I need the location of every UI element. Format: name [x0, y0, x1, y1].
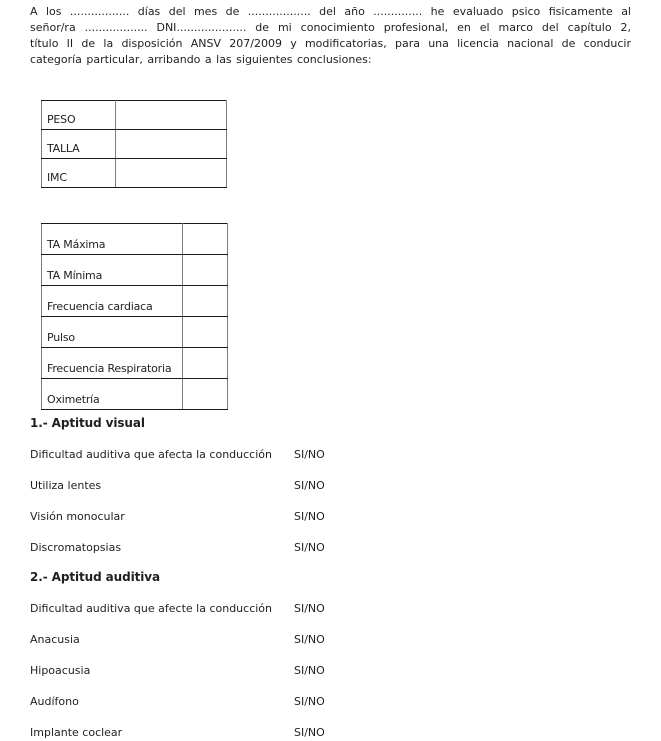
- intro-paragraph-line: A los ................. días del mes de .................. del año .............. he evaluado psico fisicamente al: [30, 5, 631, 18]
- aptitude-item-label: Implante coclear: [30, 726, 123, 739]
- anthropometry-table: [41, 100, 227, 188]
- aptitude-item-label: Audífono: [30, 695, 79, 708]
- measurement-value-cell[interactable]: [116, 130, 227, 159]
- aptitude-item-label: Dificultad auditiva que afecte la conducción: [30, 602, 273, 615]
- aptitude-item-value: SI/NO: [294, 479, 325, 492]
- intro-paragraph: [30, 4, 631, 68]
- vital-value-cell[interactable]: [183, 348, 228, 379]
- table-row: [42, 317, 228, 348]
- intro-paragraph-line: categoría particular, arribando a las siguientes conclusiones:: [30, 53, 372, 66]
- aptitude-item-value: SI/NO: [294, 602, 325, 615]
- aptitude-item-row: [30, 479, 390, 510]
- vital-value-cell[interactable]: [183, 317, 228, 348]
- aptitude-item-value: SI/NO: [294, 633, 325, 646]
- table-row: [42, 379, 228, 410]
- aptitude-item-label: Utiliza lentes: [30, 479, 102, 492]
- measurement-label-cell: TALLA: [42, 130, 116, 159]
- vital-label-cell: Frecuencia Respiratoria: [42, 348, 183, 379]
- aptitude-item-row: [30, 510, 390, 541]
- table-row: [42, 224, 228, 255]
- aptitude-item-row: [30, 695, 390, 726]
- table-row: [42, 159, 227, 188]
- table-row: [42, 348, 228, 379]
- aptitude-item-value: SI/NO: [294, 726, 325, 739]
- aptitude-item-row: [30, 541, 390, 572]
- vitals-table: [41, 223, 228, 410]
- vital-label-cell: Frecuencia cardiaca: [42, 286, 183, 317]
- aptitude-item-value: SI/NO: [294, 695, 325, 708]
- vital-value-cell[interactable]: [183, 224, 228, 255]
- aptitude-item-label: Discromatopsias: [30, 541, 122, 554]
- aptitude-item-value: SI/NO: [294, 448, 325, 461]
- measurement-value-cell[interactable]: [116, 159, 227, 188]
- vital-value-cell[interactable]: [183, 379, 228, 410]
- vital-label-cell: TA Máxima: [42, 224, 183, 255]
- aptitude-item-row: [30, 602, 390, 633]
- aptitude-item-value: SI/NO: [294, 510, 325, 523]
- table-row: [42, 101, 227, 130]
- aptitud-visual-items: [30, 448, 390, 572]
- aptitude-item-label: Hipoacusia: [30, 664, 91, 677]
- section-heading-aptitud-auditiva: 2.- Aptitud auditiva: [30, 570, 160, 584]
- aptitude-item-row: [30, 448, 390, 479]
- table-row: [42, 286, 228, 317]
- table-row: [42, 255, 228, 286]
- section-heading-aptitud-visual: 1.- Aptitud visual: [30, 416, 145, 430]
- intro-paragraph-line: título II de la disposición ANSV 207/2009 y modificatorias, para una licencia nacional de conducir: [30, 37, 631, 50]
- vital-label-cell: Oximetría: [42, 379, 183, 410]
- aptitude-item-row: [30, 633, 390, 664]
- vital-value-cell[interactable]: [183, 255, 228, 286]
- aptitude-item-label: Visión monocular: [30, 510, 125, 523]
- intro-paragraph-line: señor/ra .................. DNI.................... de mi conocimiento profesional, en el marco del capítulo 2,: [30, 21, 631, 34]
- measurement-value-cell[interactable]: [116, 101, 227, 130]
- vital-label-cell: Pulso: [42, 317, 183, 348]
- table-row: [42, 130, 227, 159]
- aptitude-item-value: SI/NO: [294, 664, 325, 677]
- aptitude-item-row: [30, 726, 390, 741]
- aptitude-item-row: [30, 664, 390, 695]
- aptitude-item-value: SI/NO: [294, 541, 325, 554]
- vital-value-cell[interactable]: [183, 286, 228, 317]
- aptitude-item-label: Dificultad auditiva que afecta la conducción: [30, 448, 272, 461]
- aptitud-auditiva-items: [30, 602, 390, 741]
- measurement-label-cell: PESO: [42, 101, 116, 130]
- vital-label-cell: TA Mínima: [42, 255, 183, 286]
- aptitude-item-label: Anacusia: [30, 633, 80, 646]
- measurement-label-cell: IMC: [42, 159, 116, 188]
